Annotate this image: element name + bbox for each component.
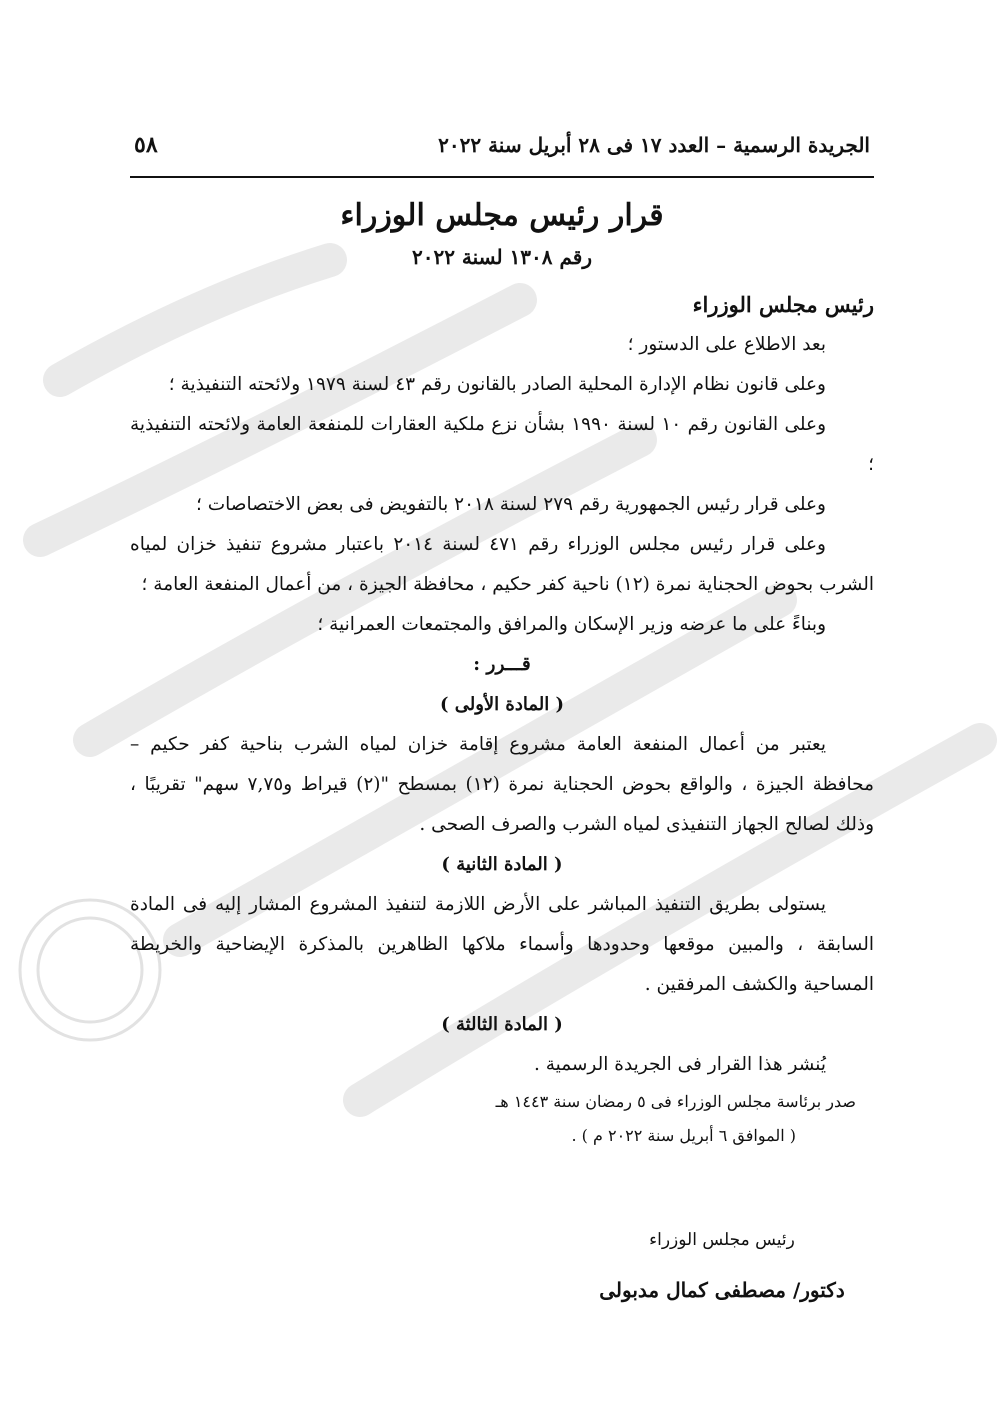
- article-heading: ( المادة الثالثة ): [441, 1014, 563, 1035]
- article-heading: ( المادة الثانية ): [441, 854, 563, 875]
- article-text: يعتبر من أعمال المنفعة العامة مشروع إقامة خزان لمياه الشرب بناحية كفر حكيم – محافظة الجيزة ، والواقع بحوض الحجناية نمرة (١٢) بمسطح "(٢) قيراط و٧,٧٥ سهم" تقريبًا ، وذلك لصالح الجهاز التنفيذى لمياه الشرب والصرف الصحى .: [130, 734, 874, 835]
- signatory-name: دكتور/ مصطفى كمال مدبولى: [599, 1278, 845, 1302]
- signature-block: [572, 1222, 872, 1312]
- decree-body: [130, 285, 874, 1153]
- issue-date-block: [130, 1085, 856, 1153]
- gazette-issue-line: الجريدة الرسمية – العدد ١٧ فى ٢٨ أبريل سنة ٢٠٢٢: [438, 133, 870, 157]
- issued-line-hijri: صدر برئاسة مجلس الوزراء فى ٥ رمضان سنة ١٤٤٣ هـ: [495, 1092, 856, 1111]
- preamble-item: وعلى قرار رئيس مجلس الوزراء رقم ٤٧١ لسنة ٢٠١٤ باعتبار مشروع تنفيذ خزان لمياه الشرب بحوض الحجناية نمرة (١٢) ناحية كفر حكيم ، محافظة الجيزة ، من أعمال المنفعة العامة ؛: [130, 534, 874, 595]
- preamble-item: وعلى قانون نظام الإدارة المحلية الصادر بالقانون رقم ٤٣ لسنة ١٩٧٩ ولائحته التنفيذية ؛: [168, 374, 826, 395]
- header-rule: [130, 176, 874, 178]
- preamble-item: وعلى القانون رقم ١٠ لسنة ١٩٩٠ بشأن نزع ملكية العقارات للمنفعة العامة ولائحته التنفيذية ؛: [130, 414, 874, 475]
- decided-label: قـــرر :: [473, 654, 531, 675]
- page-number: ٥٨: [134, 132, 158, 158]
- preamble-item: وعلى قرار رئيس الجمهورية رقم ٢٧٩ لسنة ٢٠١٨ بالتفويض فى بعض الاختصاصات ؛: [195, 494, 826, 515]
- issued-line-gregorian: ( الموافق ٦ أبريل سنة ٢٠٢٢ م ) .: [571, 1126, 796, 1145]
- article-text: يستولى بطريق التنفيذ المباشر على الأرض اللازمة لتنفيذ المشروع المشار إليه فى المادة السابقة ، والمبين موقعها وحدودها وأسماء ملاكها الظاهرين بالمذكرة الإيضاحية والخريطة المساحية والكشف المرفقين .: [130, 894, 874, 995]
- preamble-item: بعد الاطلاع على الدستور ؛: [627, 334, 826, 355]
- issuer-heading: رئيس مجلس الوزراء: [692, 292, 874, 317]
- decree-number: رقم ١٣٠٨ لسنة ٢٠٢٢: [411, 245, 593, 269]
- page-header: [134, 125, 870, 165]
- article-heading: ( المادة الأولى ): [439, 694, 565, 715]
- decree-title: قرار رئيس مجلس الوزراء: [340, 198, 664, 233]
- article-text: يُنشر هذا القرار فى الجريدة الرسمية .: [533, 1054, 826, 1075]
- signatory-title: رئيس مجلس الوزراء: [649, 1230, 795, 1250]
- preamble-item: وبناءً على ما عرضه وزير الإسكان والمرافق والمجتمعات العمرانية ؛: [317, 614, 826, 635]
